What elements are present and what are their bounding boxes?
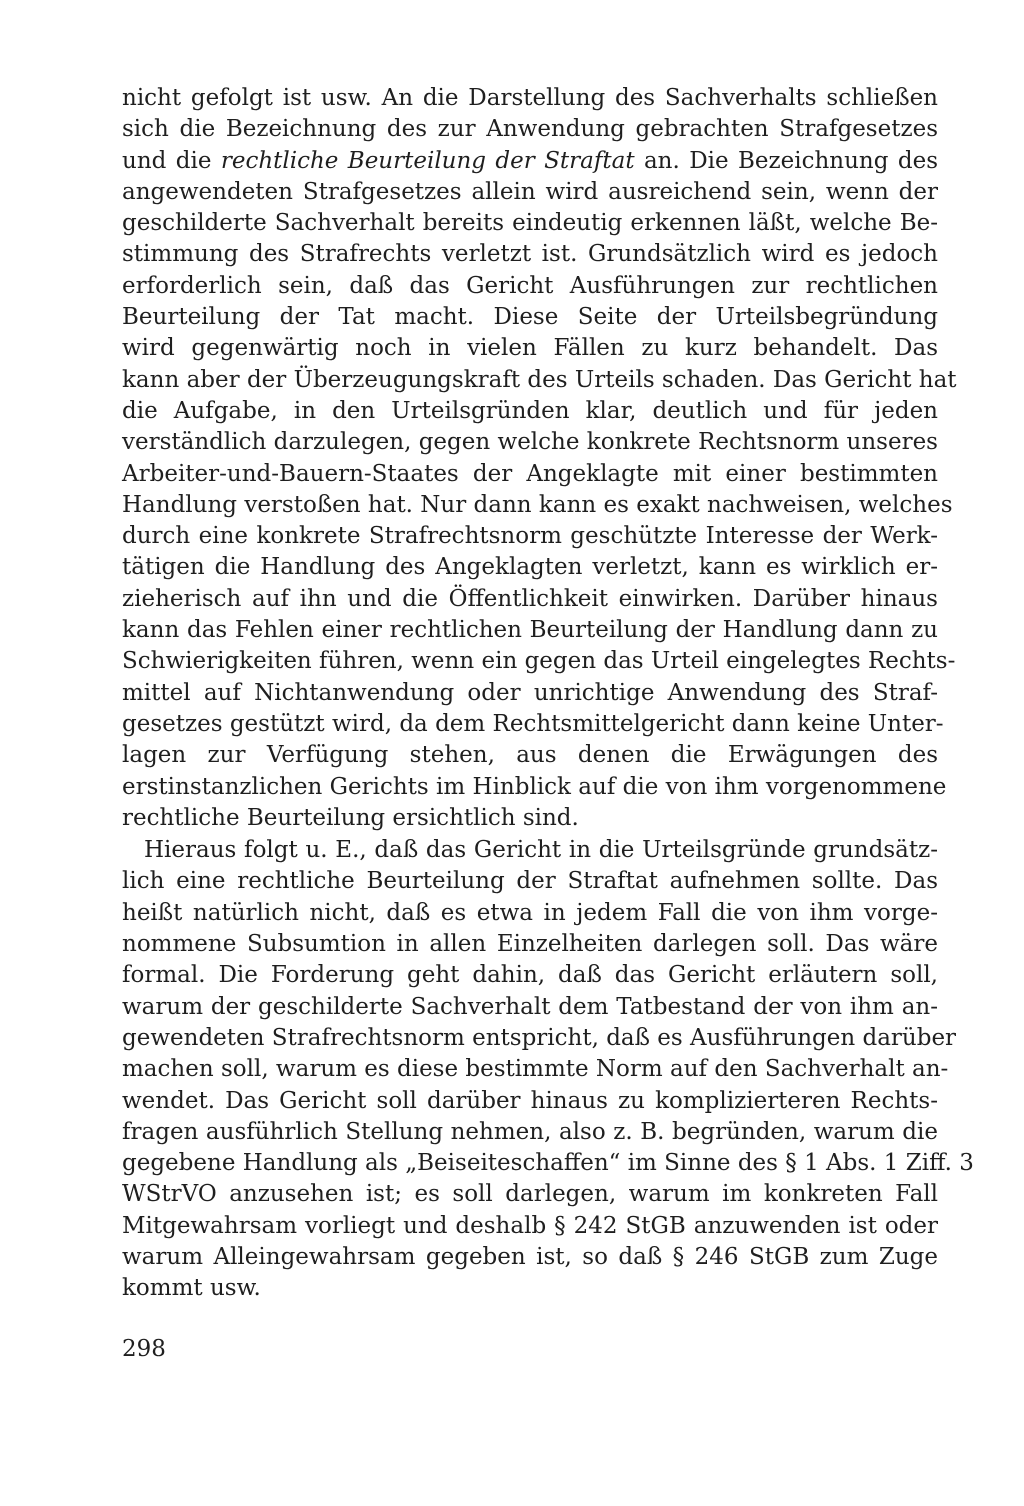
text-line: lich eine rechtliche Beurteilung der Straftat aufnehmen sollte. Das [122,868,938,895]
text-line: die Aufgabe, in den Urteilsgründen klar, deutlich und für jeden [122,397,938,424]
text-line: wendet. Das Gericht soll darüber hinaus zu komplizierteren Rechts- [122,1087,938,1114]
text-line: Schwierigkeiten führen, wenn ein gegen das Urteil eingelegtes Rechts- [122,648,956,675]
text-line: erstinstanzlichen Gerichts im Hinblick auf die von ihm vorgenommene [122,773,947,800]
text-line: und die rechtliche Beurteilung der Straftat an. Die Bezeichnung des [122,147,938,174]
text-line: sich die Bezeichnung des zur Anwendung gebrachten Strafgesetzes [122,116,938,143]
text-line: kann das Fehlen einer rechtlichen Beurteilung der Handlung dann zu [122,617,938,644]
text-line: machen soll, warum es diese bestimmte Norm auf den Sachverhalt an- [122,1056,949,1083]
text-line: angewendeten Strafgesetzes allein wird ausreichend sein, wenn der [122,178,938,205]
text-line: Beurteilung der Tat macht. Diese Seite der Urteilsbegründung [122,304,938,331]
body-text [122,83,974,1305]
text-line: lagen zur Verfügung stehen, aus denen die Erwägungen des [122,742,938,769]
text-line: warum Alleingewahrsam gegeben ist, so daß § 246 StGB zum Zuge [122,1243,938,1270]
text-line: wird gegenwärtig noch in vielen Fällen zu kurz behandelt. Das [122,335,938,362]
text-line: Handlung verstoßen hat. Nur dann kann es exakt nachweisen, welches [122,491,953,518]
text-line: verständlich darzulegen, gegen welche konkrete Rechtsnorm unseres [122,429,938,456]
text-line: mittel auf Nichtanwendung oder unrichtige Anwendung des Straf- [122,679,938,706]
text-line: zieherisch auf ihn und die Öffentlichkeit einwirken. Darüber hinaus [122,585,938,612]
text-line: Mitgewahrsam vorliegt und deshalb § 242 StGB anzuwenden ist oder [122,1212,938,1239]
text-line: rechtliche Beurteilung ersichtlich sind. [122,804,579,831]
text-line: erforderlich sein, daß das Gericht Ausführungen zur rechtlichen [122,272,938,299]
text-line: kommt usw. [122,1275,261,1302]
text-line: Arbeiter-und-Bauern-Staates der Angeklagte mit einer bestimmten [122,460,938,487]
text-line: tätigen die Handlung des Angeklagten verletzt, kann es wirklich er- [122,554,938,581]
text-line: kann aber der Überzeugungskraft des Urteils schaden. Das Gericht hat [122,366,957,393]
text-line: heißt natürlich nicht, daß es etwa in jedem Fall die von ihm vorge- [122,899,938,926]
text-line: formal. Die Forderung geht dahin, daß das Gericht erläutern soll, [122,962,938,989]
text-line: gesetzes gestützt wird, da dem Rechtsmittelgericht dann keine Unter- [122,710,944,737]
text-line: gegebene Handlung als „Beiseiteschaffen“ im Sinne des § 1 Abs. 1 Ziff. 3 [122,1150,974,1177]
text-line: nicht gefolgt ist usw. An die Darstellung des Sachverhalts schließen [122,85,938,111]
text-line: Hieraus folgt u. E., daß das Gericht in die Urteilsgründe grundsätz- [144,837,938,864]
emphasis-text: rechtliche Beurteilung der Straftat [220,147,635,174]
paragraph [122,835,974,1304]
text-line: stimmung des Strafrechts verletzt ist. Grundsätzlich wird es jedoch [122,241,938,268]
page-number: 298 [122,1336,166,1362]
text-line: WStrVO anzusehen ist; es soll darlegen, warum im konkreten Fall [122,1181,938,1208]
text-line: fragen ausführlich Stellung nehmen, also z. B. begründen, warum die [122,1118,938,1145]
text-line: geschilderte Sachverhalt bereits eindeutig erkennen läßt, welche Be- [122,210,938,237]
text-line: warum der geschilderte Sachverhalt dem Tatbestand der von ihm an- [122,993,938,1020]
paragraph [122,83,957,834]
text-line: gewendeten Strafrechtsnorm entspricht, daß es Ausführungen darüber [122,1024,957,1051]
text-line: nommene Subsumtion in allen Einzelheiten darlegen soll. Das wäre [122,931,938,958]
text-line: durch eine konkrete Strafrechtsnorm geschützte Interesse der Werk- [122,523,938,550]
